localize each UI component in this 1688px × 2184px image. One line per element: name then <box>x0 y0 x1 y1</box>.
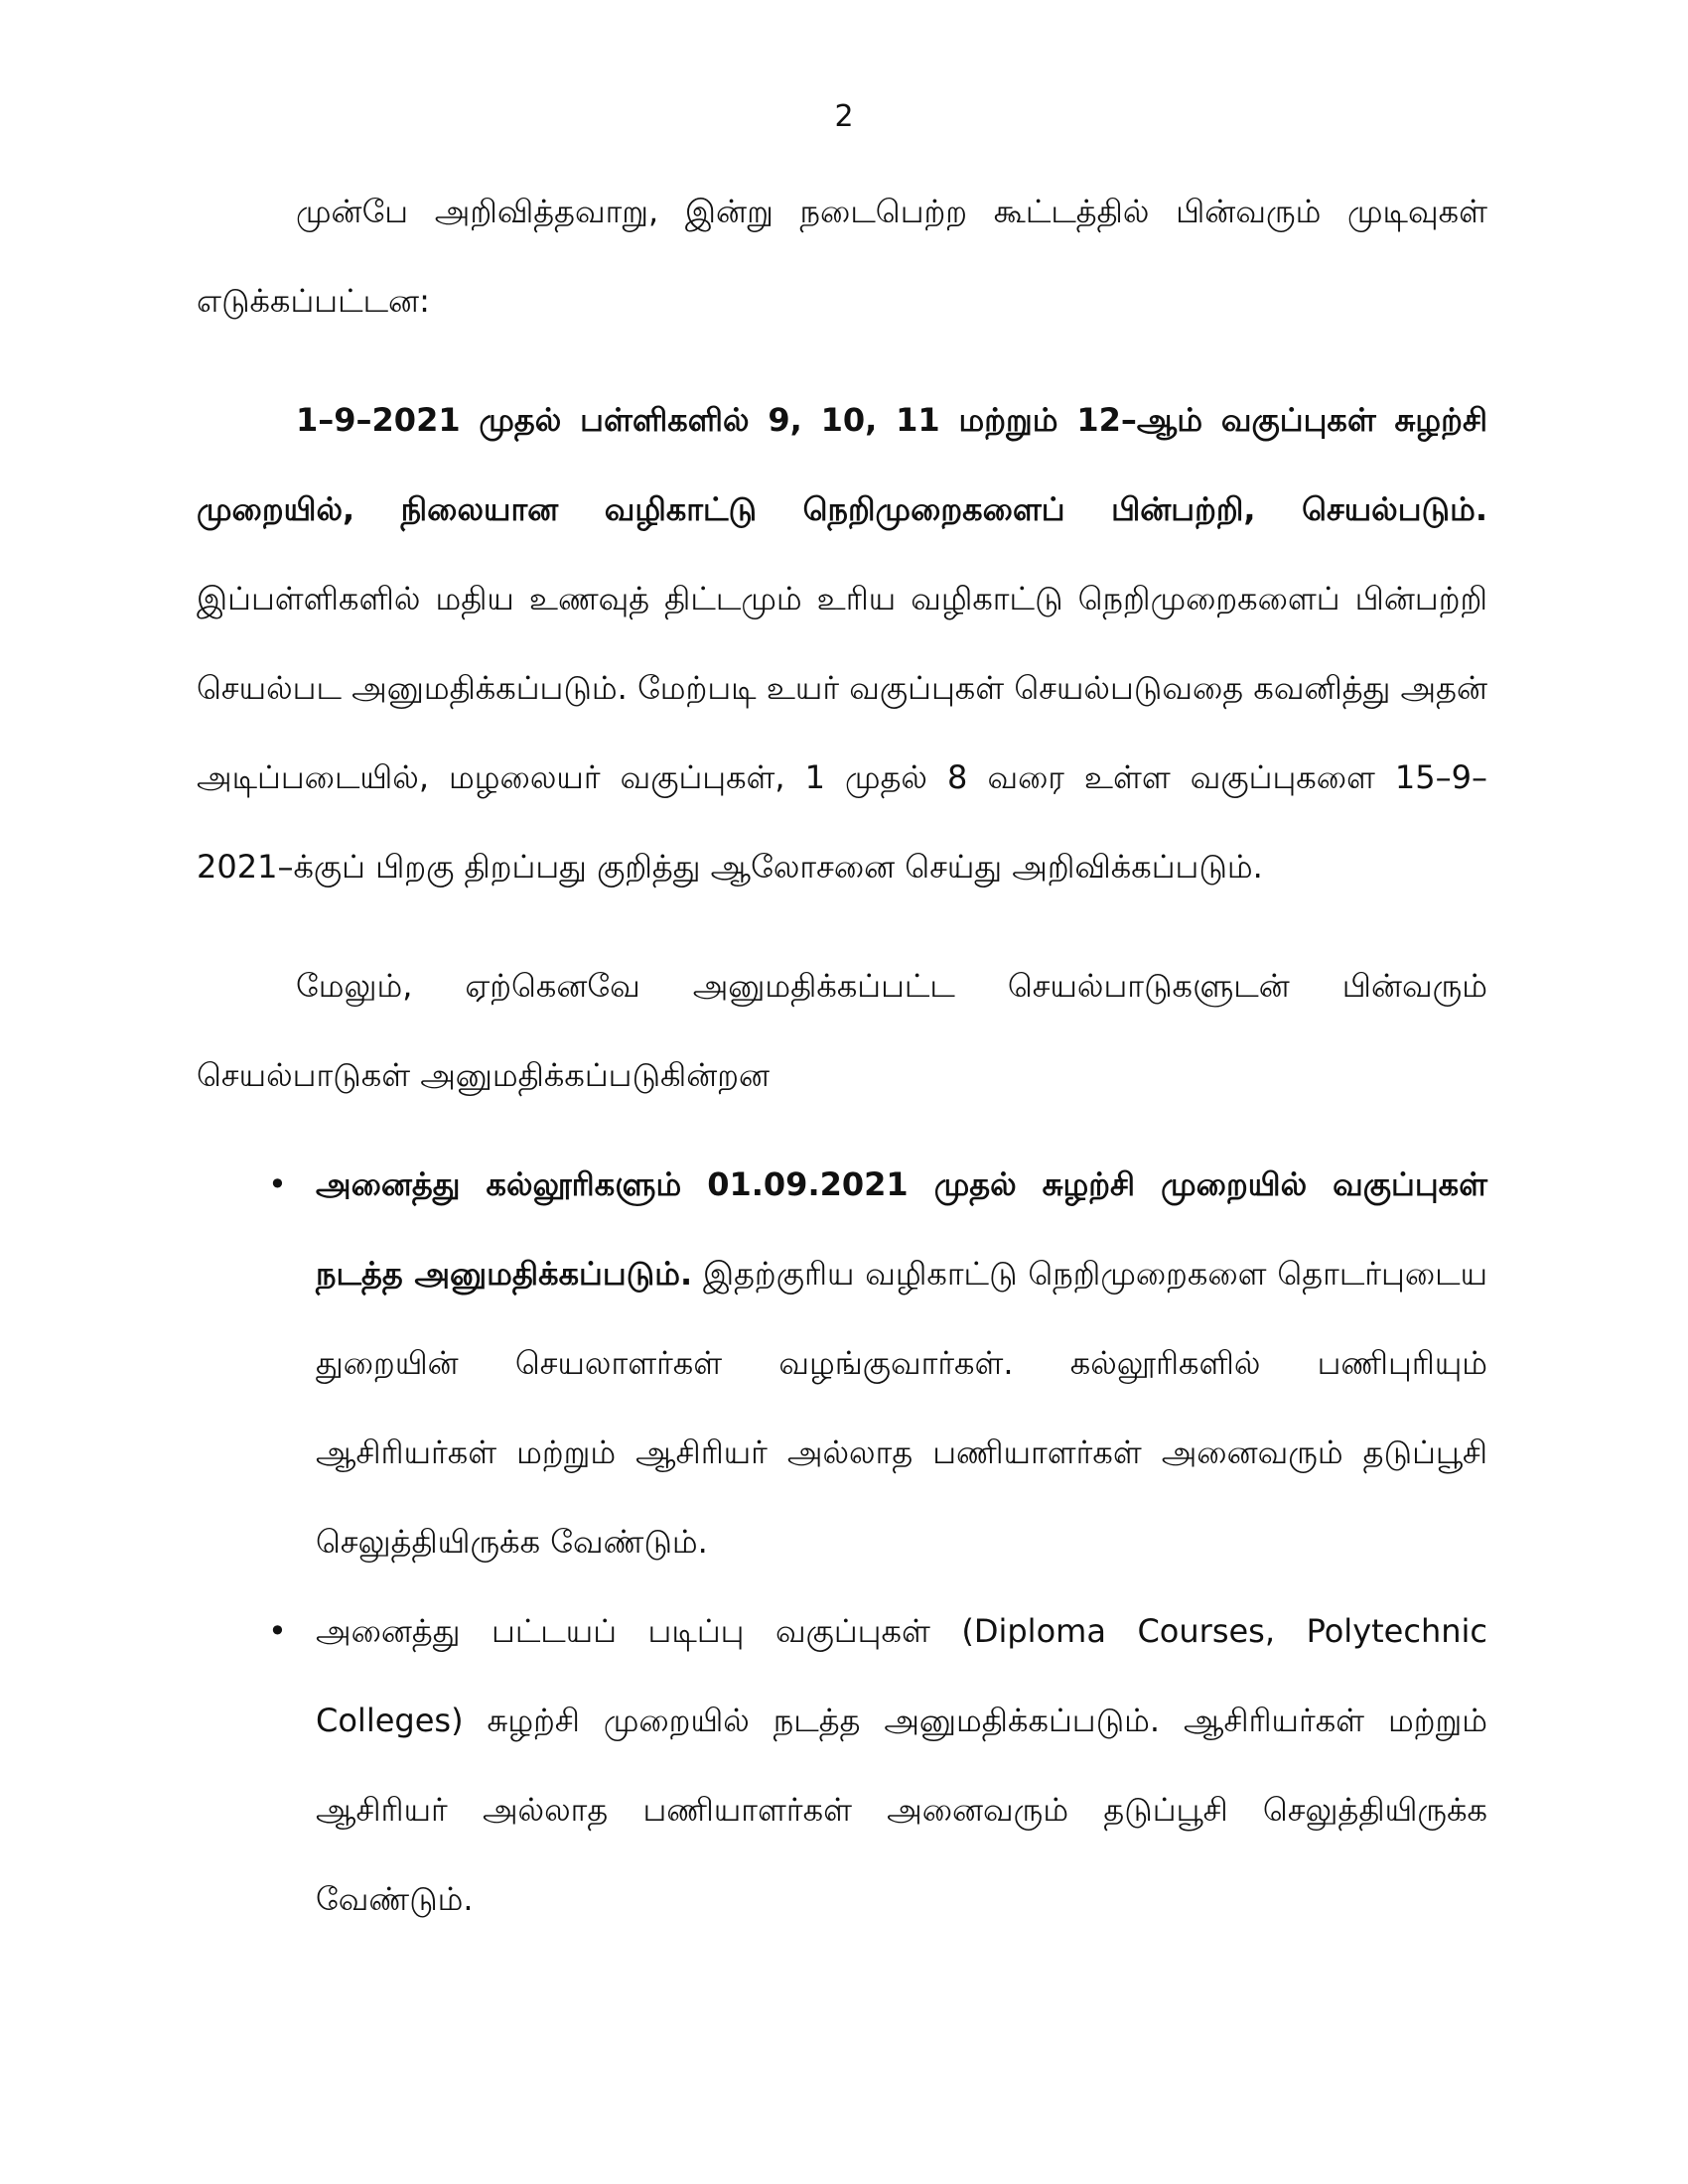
additional-paragraph <box>197 941 1487 1120</box>
document-body <box>197 167 1487 1944</box>
bullet-icon: • <box>268 1612 287 1650</box>
colleges-text: இதற்குரிய வழிகாட்டு நெறிமுறைகளை தொடர்புடைய துறையின் செயலாளர்கள் வழங்குவார்கள். கல்லூரிகளில் பணிபுரியும் ஆசிரியர்கள் மற்றும் ஆசிரியர் அல்லாத பணியாளர்கள் அனைவரும் தடுப்பூசி செலுத்தியிருக்க வேண்டும். <box>316 1255 1488 1561</box>
colleges-bold-text: அனைத்து கல்லூரிகளும் 01.09.2021 முதல் சுழற்சி முறையில் வகுப்புகள் நடத்த அனுமதிக்கப்படும். <box>316 1165 1487 1293</box>
intro-paragraph <box>197 167 1487 345</box>
list-item-diploma <box>197 1586 1487 1944</box>
page-number: 2 <box>834 99 854 134</box>
diploma-text: அனைத்து பட்டயப் படிப்பு வகுப்புகள் (Diploma Courses, Polytechnic Colleges) சுழற்சி முறையில் நடத்த அனுமதிக்கப்படும். ஆசிரியர்கள் மற்றும் ஆசிரியர் அல்லாத பணியாளர்கள் அனைவரும் தடுப்பூசி செலுத்தியிருக்க வேண்டும். <box>316 1612 1487 1918</box>
list-item-colleges <box>197 1140 1487 1586</box>
schools-paragraph <box>197 375 1487 911</box>
additional-text: மேலும், ஏற்கெனவே அனுமதிக்கப்பட்ட செயல்பாடுகளுடன் பின்வரும் செயல்பாடுகள் அனுமதிக்கப்படுகின்றன <box>197 967 1487 1094</box>
schools-bold-text: 1–9–2021 முதல் பள்ளிகளில் 9, 10, 11 மற்றும் 12–ஆம் வகுப்புகள் சுழற்சி முறையில், நிலையான வழிகாட்டு நெறிமுறைகளைப் பின்பற்றி, செயல்படும். <box>197 401 1487 528</box>
bullet-list <box>197 1140 1487 1944</box>
schools-text: இப்பள்ளிகளில் மதிய உணவுத் திட்டமும் உரிய வழிகாட்டு நெறிமுறைகளைப் பின்பற்றி செயல்பட அனுமதிக்கப்படும். மேற்படி உயர் வகுப்புகள் செயல்படுவதை கவனித்து அதன் அடிப்படையில், மழலையர் வகுப்புகள், 1 முதல் 8 வரை உள்ள வகுப்புகளை 15–9–2021–க்குப் பிறகு திறப்பது குறித்து ஆலோசனை செய்து அறிவிக்கப்படும். <box>197 580 1487 886</box>
intro-text: முன்பே அறிவித்தவாறு, இன்று நடைபெற்ற கூட்டத்தில் பின்வரும் முடிவுகள் எடுக்கப்பட்டன: <box>197 193 1487 320</box>
bullet-icon: • <box>268 1165 287 1203</box>
